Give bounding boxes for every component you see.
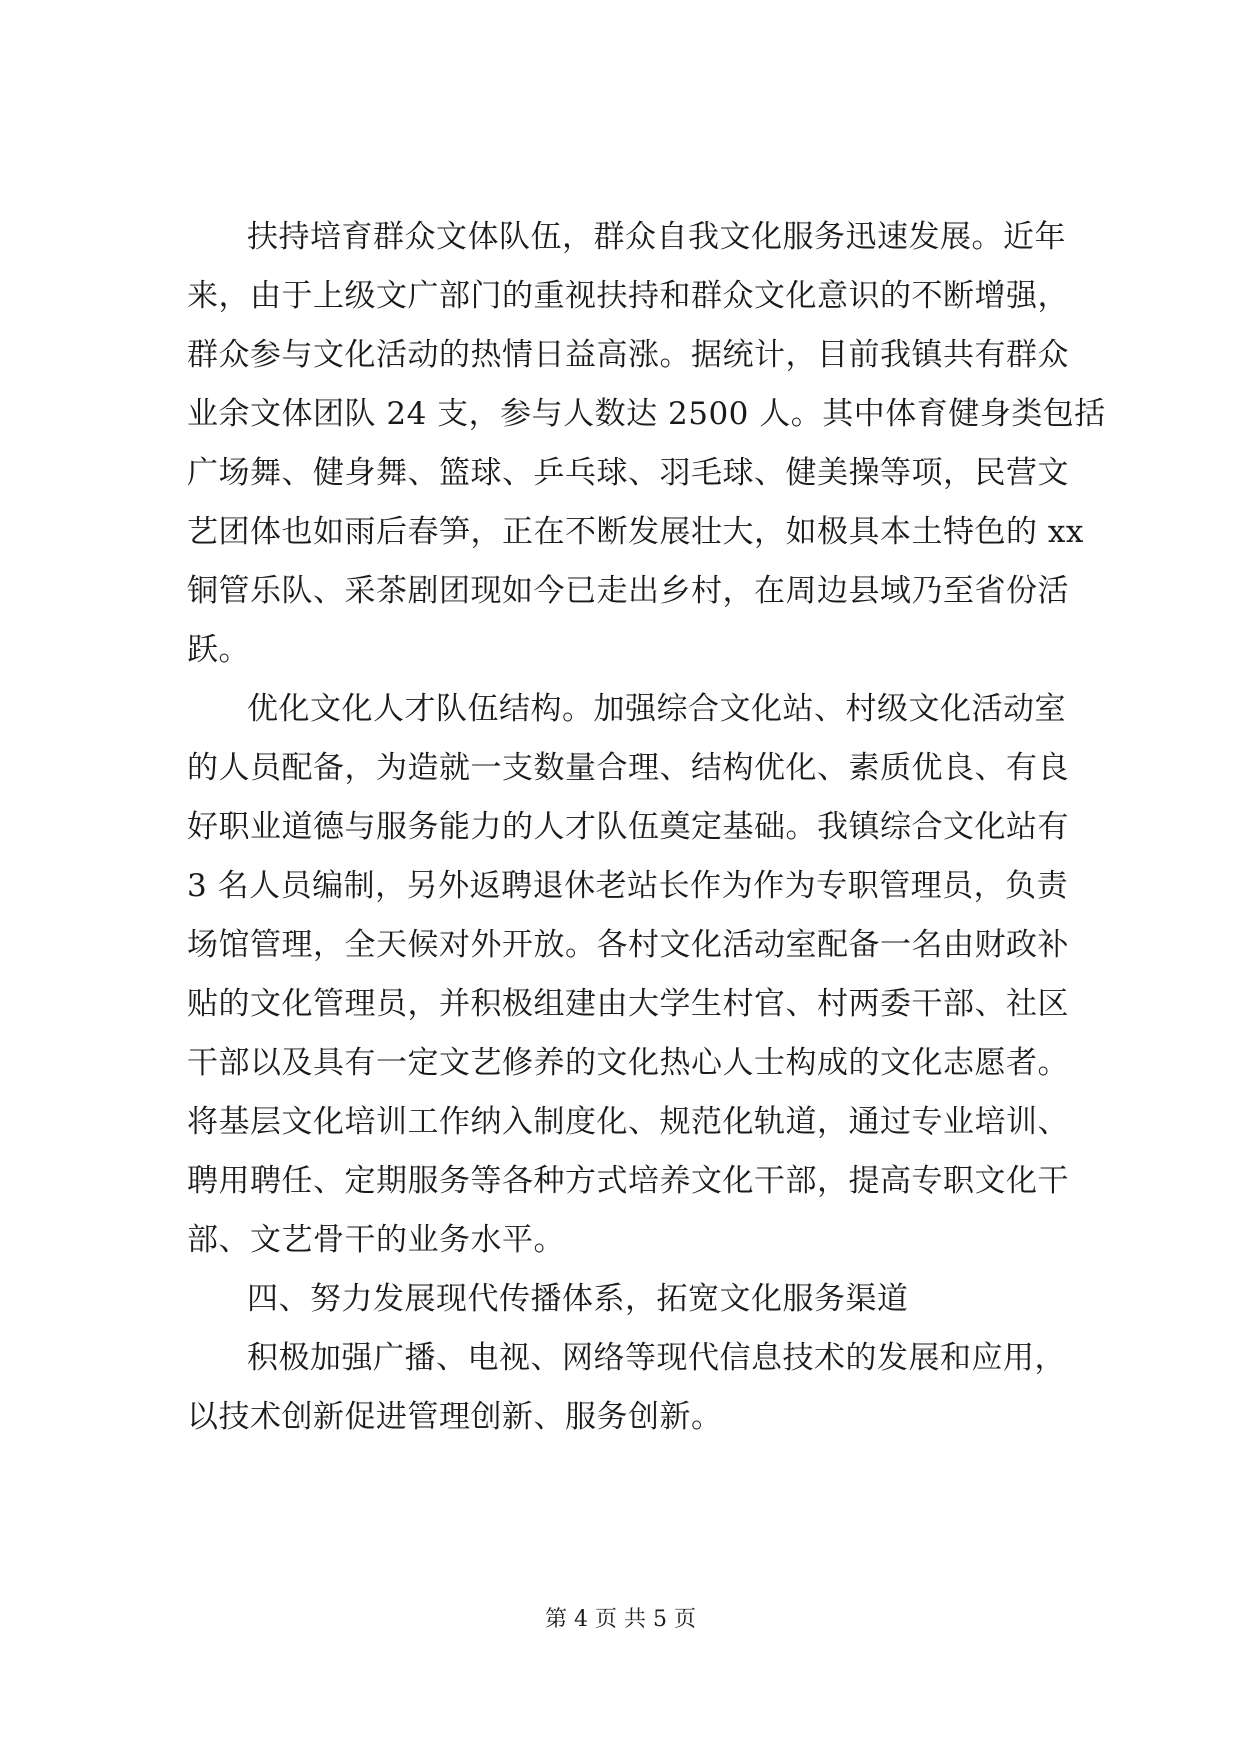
paragraph-line: 的人员配备，为造就一支数量合理、结构优化、素质优良、有良 [187,750,1069,786]
page-number-footer: 第 4 页 共 5 页 [545,1607,696,1632]
paragraph-line: 积极加强广播、电视、网络等现代信息技术的发展和应用， [247,1340,1066,1376]
paragraph-line: 部、文艺骨干的业务水平。 [187,1222,565,1258]
paragraph-line: 铜管乐队、采茶剧团现如今已走出乡村，在周边县域乃至省份活 [187,573,1069,609]
paragraph-line: 场馆管理，全天候对外开放。各村文化活动室配备一名由财政补 [187,927,1069,963]
paragraph-line: 群众参与文化活动的热情日益高涨。据统计，目前我镇共有群众 [187,337,1069,373]
paragraph-line: 扶持培育群众文体队伍，群众自我文化服务迅速发展。近年 [247,219,1066,255]
paragraph-line: 贴的文化管理员，并积极组建由大学生村官、村两委干部、社区 [187,986,1069,1022]
paragraph-line: 广场舞、健身舞、篮球、乒乓球、羽毛球、健美操等项，民营文 [187,455,1069,491]
paragraph-line: 以技术创新促进管理创新、服务创新。 [187,1399,723,1435]
paragraph-line: 聘用聘任、定期服务等各种方式培养文化干部，提高专职文化干 [187,1163,1069,1199]
paragraph-line: 跃。 [187,632,250,668]
paragraph-line: 优化文化人才队伍结构。加强综合文化站、村级文化活动室 [247,691,1066,727]
paragraph-line: 来，由于上级文广部门的重视扶持和群众文化意识的不断增强， [187,278,1069,314]
paragraph-line: 业余文体团队 24 支，参与人数达 2500 人。其中体育健身类包括 [187,396,1106,432]
section-heading: 四、努力发展现代传播体系，拓宽文化服务渠道 [247,1281,909,1317]
paragraph-line: 3 名人员编制，另外返聘退休老站长作为作为专职管理员，负责 [187,868,1069,904]
document-body [187,208,1106,1447]
paragraph-line: 艺团体也如雨后春笋，正在不断发展壮大，如极具本土特色的 xx [187,514,1084,550]
paragraph-line: 好职业道德与服务能力的人才队伍奠定基础。我镇综合文化站有 [187,809,1069,845]
paragraph-line: 干部以及具有一定文艺修养的文化热心人士构成的文化志愿者。 [187,1045,1069,1081]
paragraph-line: 将基层文化培训工作纳入制度化、规范化轨道，通过专业培训、 [187,1104,1069,1140]
